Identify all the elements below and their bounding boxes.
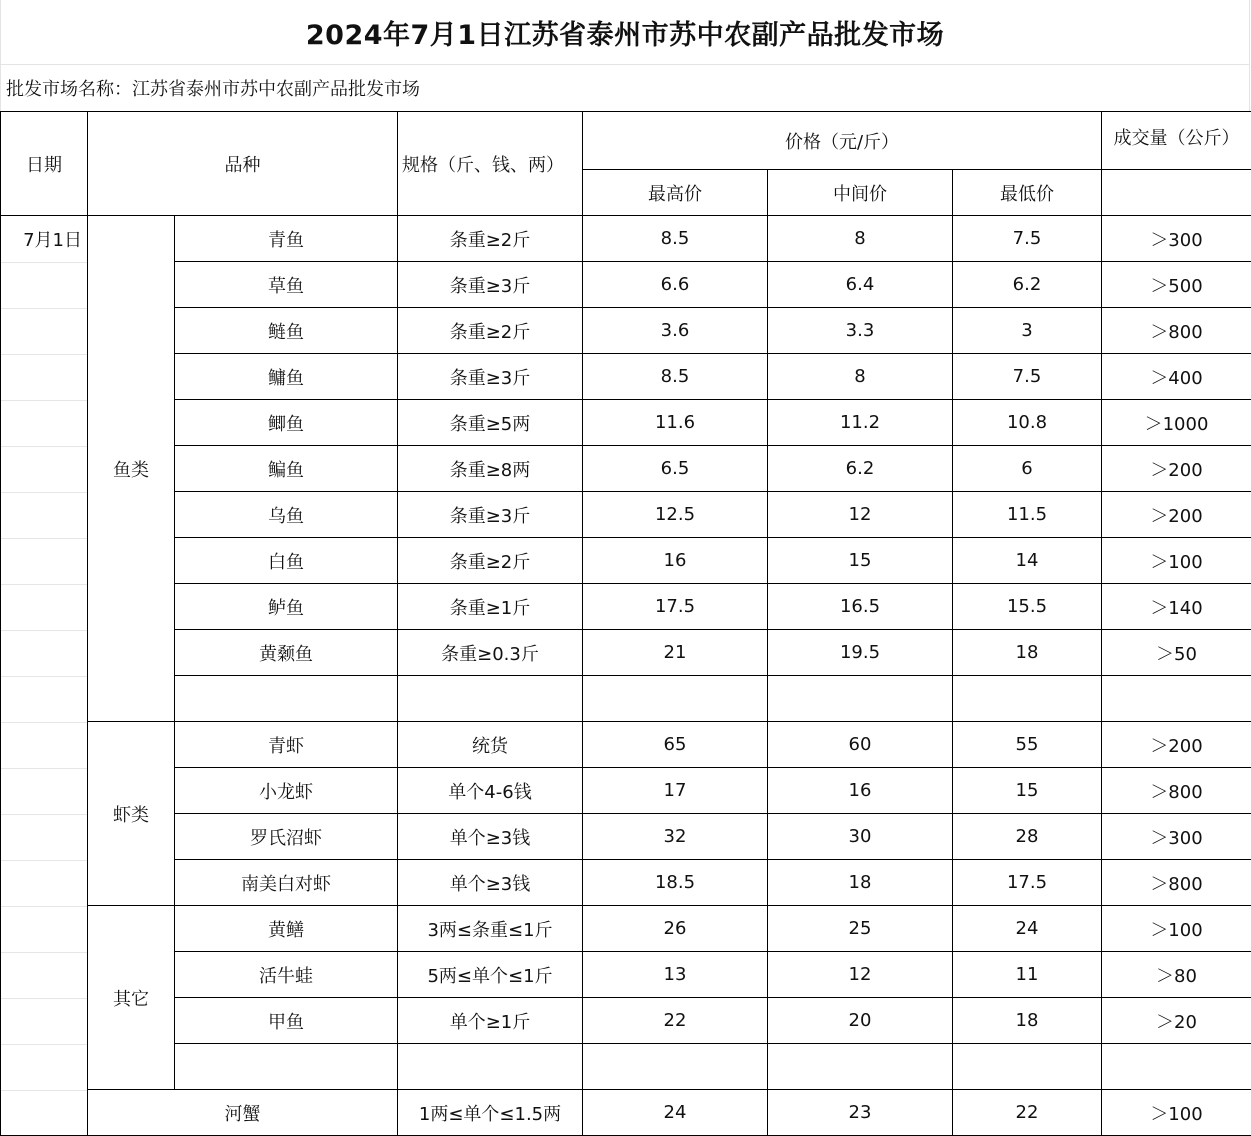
mid-price-cell[interactable]: 6.2: [768, 446, 953, 492]
spec-cell[interactable]: 条重≥8两: [398, 446, 583, 492]
table-row: [1, 768, 1251, 814]
date-blank-cell[interactable]: [1, 814, 88, 860]
header-date[interactable]: 日期: [1, 112, 88, 216]
volume-cell[interactable]: ＞50: [1102, 630, 1251, 676]
min-price-cell[interactable]: 11: [953, 952, 1102, 998]
mid-price-cell[interactable]: 20: [768, 998, 953, 1044]
table-row: [1, 1090, 1251, 1136]
min-price-cell[interactable]: 55: [953, 722, 1102, 768]
header-volume-blank[interactable]: [1102, 170, 1251, 216]
volume-cell[interactable]: ＞1000: [1102, 400, 1251, 446]
max-price-cell[interactable]: 12.5: [583, 492, 768, 538]
date-blank-cell[interactable]: [1, 308, 88, 354]
mid-price-cell[interactable]: 6.4: [768, 262, 953, 308]
empty-cell[interactable]: [953, 1044, 1102, 1090]
table-row: [1, 584, 1251, 630]
mid-price-cell[interactable]: 19.5: [768, 630, 953, 676]
empty-cell[interactable]: [583, 676, 768, 722]
date-blank-cell[interactable]: [1, 630, 88, 676]
min-price-cell[interactable]: 18: [953, 630, 1102, 676]
min-price-cell[interactable]: 28: [953, 814, 1102, 860]
date-cell[interactable]: 7月1日: [1, 216, 88, 262]
table-row: [1, 860, 1251, 906]
header-max-price[interactable]: 最高价: [583, 170, 768, 216]
empty-cell[interactable]: [953, 676, 1102, 722]
mid-price-cell[interactable]: 18: [768, 860, 953, 906]
max-price-cell[interactable]: 16: [583, 538, 768, 584]
min-price-cell[interactable]: 15: [953, 768, 1102, 814]
spec-cell[interactable]: 1两≤单个≤1.5两: [398, 1090, 583, 1136]
variety-cell[interactable]: 活牛蛙: [175, 952, 398, 998]
date-blank-cell[interactable]: [1, 446, 88, 492]
variety-cell[interactable]: 小龙虾: [175, 768, 398, 814]
max-price-cell[interactable]: 24: [583, 1090, 768, 1136]
max-price-cell[interactable]: 13: [583, 952, 768, 998]
max-price-cell[interactable]: 6.5: [583, 446, 768, 492]
mid-price-cell[interactable]: 8: [768, 216, 953, 262]
variety-cell[interactable]: 鲢鱼: [175, 308, 398, 354]
volume-cell[interactable]: ＞800: [1102, 860, 1251, 906]
min-price-cell[interactable]: 10.8: [953, 400, 1102, 446]
max-price-cell[interactable]: 8.5: [583, 216, 768, 262]
table-row: [1, 998, 1251, 1044]
empty-cell[interactable]: [768, 1044, 953, 1090]
variety-cell[interactable]: 鳊鱼: [175, 446, 398, 492]
volume-cell[interactable]: ＞100: [1102, 1090, 1251, 1136]
table-row: [1, 262, 1251, 308]
table-row-empty: [1, 1044, 1251, 1090]
spec-cell[interactable]: 条重≥0.3斤: [398, 630, 583, 676]
header-price-group[interactable]: 价格（元/斤）: [583, 112, 1102, 170]
spec-cell[interactable]: 条重≥2斤: [398, 538, 583, 584]
variety-cell[interactable]: 青虾: [175, 722, 398, 768]
volume-cell[interactable]: ＞300: [1102, 814, 1251, 860]
mid-price-cell[interactable]: 8: [768, 354, 953, 400]
table-row: [1, 308, 1251, 354]
variety-cell[interactable]: 罗氏沼虾: [175, 814, 398, 860]
min-price-cell[interactable]: 6: [953, 446, 1102, 492]
spec-cell[interactable]: 条重≥3斤: [398, 262, 583, 308]
category-fish[interactable]: 鱼类: [88, 216, 175, 722]
volume-cell[interactable]: ＞400: [1102, 354, 1251, 400]
min-price-cell[interactable]: 22: [953, 1090, 1102, 1136]
max-price-cell[interactable]: 8.5: [583, 354, 768, 400]
variety-cell[interactable]: 草鱼: [175, 262, 398, 308]
max-price-cell[interactable]: 17.5: [583, 584, 768, 630]
date-blank-cell[interactable]: [1, 538, 88, 584]
date-blank-cell[interactable]: [1, 262, 88, 308]
spec-cell[interactable]: 条重≥2斤: [398, 308, 583, 354]
table-row: [1, 906, 1251, 952]
date-blank-cell[interactable]: [1, 354, 88, 400]
date-blank-cell[interactable]: [1, 400, 88, 446]
variety-cell[interactable]: 鲫鱼: [175, 400, 398, 446]
mid-price-cell[interactable]: 11.2: [768, 400, 953, 446]
min-price-cell[interactable]: 18: [953, 998, 1102, 1044]
max-price-cell[interactable]: 18.5: [583, 860, 768, 906]
empty-cell[interactable]: [583, 1044, 768, 1090]
min-price-cell[interactable]: 11.5: [953, 492, 1102, 538]
spec-cell[interactable]: 条重≥2斤: [398, 216, 583, 262]
market-name-label: 批发市场名称：江苏省泰州市苏中农副产品批发市场: [0, 65, 1250, 111]
empty-cell[interactable]: [1102, 676, 1251, 722]
volume-cell[interactable]: ＞100: [1102, 906, 1251, 952]
max-price-cell[interactable]: 65: [583, 722, 768, 768]
variety-cell[interactable]: 河蟹: [88, 1090, 398, 1136]
volume-cell[interactable]: ＞140: [1102, 584, 1251, 630]
max-price-cell[interactable]: 26: [583, 906, 768, 952]
table-row-empty: [1, 676, 1251, 722]
table-row: [1, 538, 1251, 584]
table-row: [1, 400, 1251, 446]
date-blank-cell[interactable]: [1, 1090, 88, 1136]
volume-cell[interactable]: ＞20: [1102, 998, 1251, 1044]
table-row: [1, 492, 1251, 538]
spec-cell[interactable]: 条重≥3斤: [398, 354, 583, 400]
empty-cell[interactable]: [398, 676, 583, 722]
min-price-cell[interactable]: 7.5: [953, 216, 1102, 262]
table-row: [1, 952, 1251, 998]
header-volume[interactable]: 成交量（公斤）: [1102, 112, 1251, 170]
volume-cell[interactable]: ＞100: [1102, 538, 1251, 584]
volume-cell[interactable]: ＞500: [1102, 262, 1251, 308]
date-blank-cell[interactable]: [1, 676, 88, 722]
header-variety[interactable]: 品种: [88, 112, 398, 216]
category-other[interactable]: 其它: [88, 906, 175, 1090]
min-price-cell[interactable]: 15.5: [953, 584, 1102, 630]
table-row: [1, 722, 1251, 768]
spec-cell[interactable]: 3两≤条重≤1斤: [398, 906, 583, 952]
volume-cell[interactable]: ＞80: [1102, 952, 1251, 998]
variety-cell[interactable]: 鳙鱼: [175, 354, 398, 400]
date-blank-cell[interactable]: [1, 584, 88, 630]
table-row: [1, 354, 1251, 400]
date-blank-cell[interactable]: [1, 860, 88, 906]
category-shrimp[interactable]: 虾类: [88, 722, 175, 906]
mid-price-cell[interactable]: 3.3: [768, 308, 953, 354]
spec-cell[interactable]: 单个≥3钱: [398, 814, 583, 860]
sheet-title: 2024年7月1日江苏省泰州市苏中农副产品批发市场: [0, 0, 1250, 65]
mid-price-cell[interactable]: 15: [768, 538, 953, 584]
mid-price-cell[interactable]: 60: [768, 722, 953, 768]
header-mid-price[interactable]: 中间价: [768, 170, 953, 216]
volume-cell[interactable]: ＞200: [1102, 446, 1251, 492]
min-price-cell[interactable]: 17.5: [953, 860, 1102, 906]
volume-cell[interactable]: ＞800: [1102, 768, 1251, 814]
header-min-price[interactable]: 最低价: [953, 170, 1102, 216]
date-blank-cell[interactable]: [1, 1044, 88, 1090]
mid-price-cell[interactable]: 25: [768, 906, 953, 952]
max-price-cell[interactable]: 22: [583, 998, 768, 1044]
mid-price-cell[interactable]: 12: [768, 952, 953, 998]
date-blank-cell[interactable]: [1, 768, 88, 814]
empty-cell[interactable]: [1102, 1044, 1251, 1090]
volume-cell[interactable]: ＞300: [1102, 216, 1251, 262]
header-spec[interactable]: 规格（斤、钱、两）: [398, 112, 583, 216]
table-row: [1, 814, 1251, 860]
volume-cell[interactable]: ＞800: [1102, 308, 1251, 354]
table-row: [1, 446, 1251, 492]
table-row: [1, 216, 1251, 262]
max-price-cell[interactable]: 32: [583, 814, 768, 860]
empty-cell[interactable]: [398, 1044, 583, 1090]
min-price-cell[interactable]: 6.2: [953, 262, 1102, 308]
variety-cell[interactable]: 甲鱼: [175, 998, 398, 1044]
max-price-cell[interactable]: 11.6: [583, 400, 768, 446]
empty-cell[interactable]: [768, 676, 953, 722]
variety-cell[interactable]: 鲈鱼: [175, 584, 398, 630]
spec-cell[interactable]: 统货: [398, 722, 583, 768]
date-blank-cell[interactable]: [1, 906, 88, 952]
variety-cell[interactable]: 南美白对虾: [175, 860, 398, 906]
date-blank-cell[interactable]: [1, 952, 88, 998]
date-blank-cell[interactable]: [1, 998, 88, 1044]
spec-cell[interactable]: 单个4-6钱: [398, 768, 583, 814]
header-row: [1, 112, 1251, 170]
spec-cell[interactable]: 单个≥1斤: [398, 998, 583, 1044]
max-price-cell[interactable]: 6.6: [583, 262, 768, 308]
mid-price-cell[interactable]: 16: [768, 768, 953, 814]
min-price-cell[interactable]: 7.5: [953, 354, 1102, 400]
min-price-cell[interactable]: 14: [953, 538, 1102, 584]
min-price-cell[interactable]: 3: [953, 308, 1102, 354]
variety-cell[interactable]: 乌鱼: [175, 492, 398, 538]
variety-cell[interactable]: 黄鳝: [175, 906, 398, 952]
spec-cell[interactable]: 条重≥5两: [398, 400, 583, 446]
max-price-cell[interactable]: 3.6: [583, 308, 768, 354]
spec-cell[interactable]: 单个≥3钱: [398, 860, 583, 906]
mid-price-cell[interactable]: 30: [768, 814, 953, 860]
mid-price-cell[interactable]: 23: [768, 1090, 953, 1136]
table-row: [1, 630, 1251, 676]
variety-cell[interactable]: 黄颡鱼: [175, 630, 398, 676]
spec-cell[interactable]: 条重≥3斤: [398, 492, 583, 538]
date-blank-cell[interactable]: [1, 722, 88, 768]
mid-price-cell[interactable]: 16.5: [768, 584, 953, 630]
variety-cell[interactable]: 白鱼: [175, 538, 398, 584]
date-blank-cell[interactable]: [1, 492, 88, 538]
volume-cell[interactable]: ＞200: [1102, 492, 1251, 538]
spec-cell[interactable]: 5两≤单个≤1斤: [398, 952, 583, 998]
variety-cell[interactable]: 青鱼: [175, 216, 398, 262]
price-table: [0, 111, 1251, 1136]
min-price-cell[interactable]: 24: [953, 906, 1102, 952]
empty-cell[interactable]: [175, 676, 398, 722]
volume-cell[interactable]: ＞200: [1102, 722, 1251, 768]
spec-cell[interactable]: 条重≥1斤: [398, 584, 583, 630]
mid-price-cell[interactable]: 12: [768, 492, 953, 538]
max-price-cell[interactable]: 17: [583, 768, 768, 814]
max-price-cell[interactable]: 21: [583, 630, 768, 676]
empty-cell[interactable]: [175, 1044, 398, 1090]
